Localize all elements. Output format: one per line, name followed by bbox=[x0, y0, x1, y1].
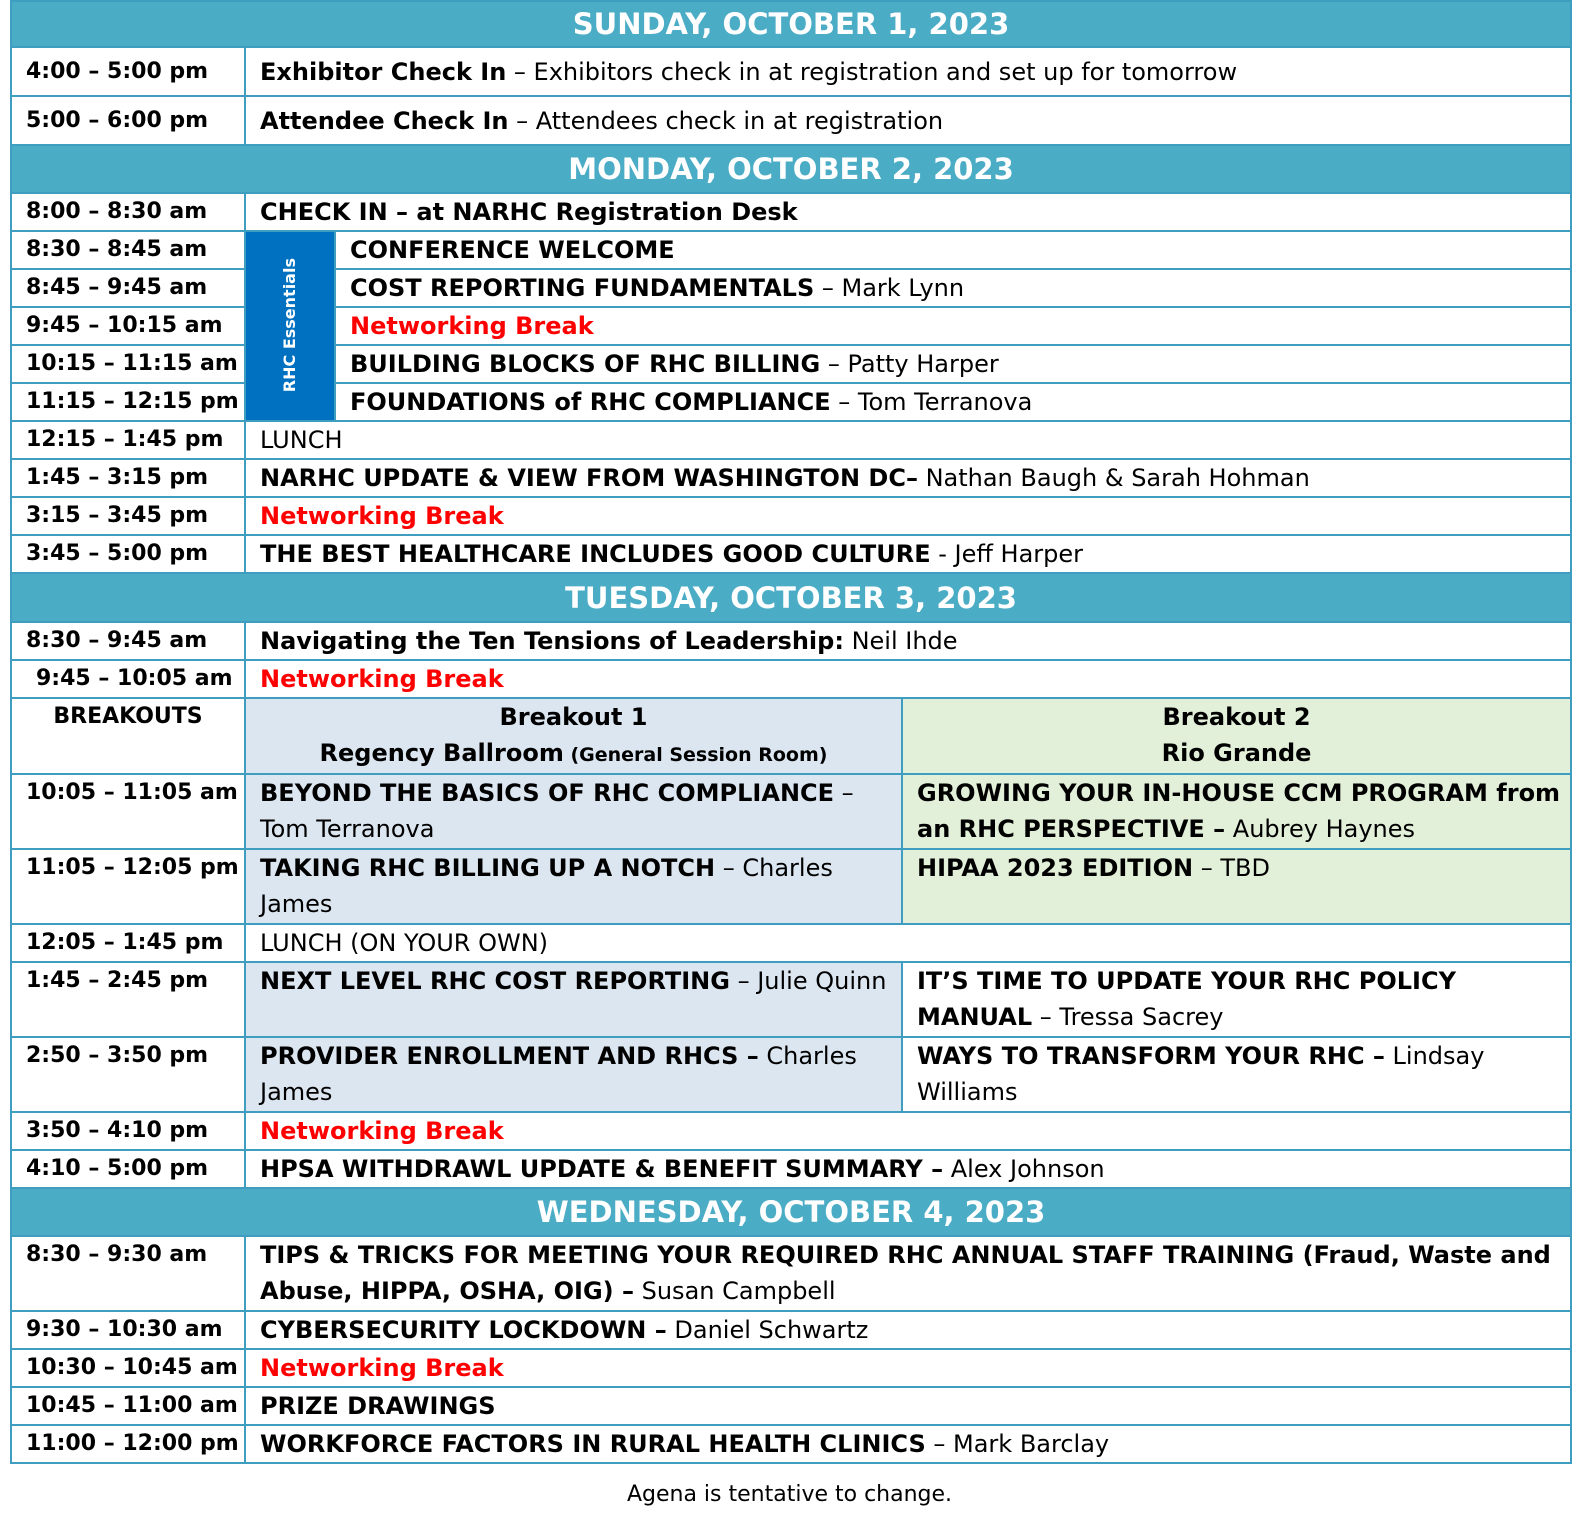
session-cell bbox=[245, 924, 1571, 962]
session-detail: Charles James bbox=[260, 1042, 857, 1106]
track-label: RHC Essentials bbox=[280, 258, 299, 393]
session-title: NARHC UPDATE & VIEW FROM WASHINGTON DC– bbox=[260, 464, 918, 492]
session-time: 10:30 – 10:45 am bbox=[11, 1349, 245, 1387]
session-cell bbox=[245, 1311, 1571, 1349]
session-detail: – Mark Lynn bbox=[814, 274, 965, 302]
breakout-1-session bbox=[245, 962, 902, 1037]
session-detail: - Jeff Harper bbox=[930, 540, 1084, 568]
session-time: 1:45 – 3:15 pm bbox=[11, 459, 245, 497]
breakout-2-room: Rio Grande bbox=[1161, 739, 1312, 767]
session-cell bbox=[245, 1425, 1571, 1463]
networking-break: Networking Break bbox=[260, 665, 504, 693]
session-title: PRIZE DRAWINGS bbox=[260, 1392, 496, 1420]
session-time: 11:15 – 12:15 pm bbox=[11, 383, 245, 421]
session-time: 3:45 – 5:00 pm bbox=[11, 535, 245, 573]
session-title: Exhibitor Check In bbox=[260, 57, 507, 86]
session-title: PROVIDER ENROLLMENT AND RHCS – bbox=[260, 1042, 759, 1070]
session-cell bbox=[335, 383, 1571, 421]
session-time: 2:50 – 3:50 pm bbox=[11, 1037, 245, 1112]
session-detail: – Julie Quinn bbox=[729, 967, 887, 995]
session-title: TAKING RHC BILLING UP A NOTCH bbox=[260, 854, 716, 882]
session-detail: LUNCH bbox=[260, 426, 343, 454]
session-cell bbox=[245, 660, 1571, 698]
session-cell bbox=[335, 307, 1571, 345]
session-row bbox=[11, 660, 1571, 698]
breakout-1-session bbox=[245, 1037, 902, 1112]
session-title: Navigating the Ten Tensions of Leadership: bbox=[260, 627, 844, 655]
breakout-2-session bbox=[902, 962, 1571, 1037]
session-cell bbox=[335, 269, 1571, 307]
session-detail: – Tom Terranova bbox=[260, 779, 854, 843]
session-cell bbox=[245, 47, 1571, 96]
session-row bbox=[11, 924, 1571, 962]
session-title: TIPS & TRICKS FOR MEETING YOUR REQUIRED RHC ANNUAL STAFF TRAINING (Fraud, Waste and Abuse, HIPPA, OSHA, OIG) – bbox=[260, 1241, 1551, 1305]
session-time: 12:15 – 1:45 pm bbox=[11, 421, 245, 459]
session-detail: – Tom Terranova bbox=[830, 388, 1033, 416]
breakout-row bbox=[11, 962, 1571, 1037]
session-detail: – Patty Harper bbox=[820, 350, 999, 378]
session-title: CYBERSECURITY LOCKDOWN – bbox=[260, 1316, 667, 1344]
session-row bbox=[11, 459, 1571, 497]
day-header-sunday: SUNDAY, OCTOBER 1, 2023 bbox=[11, 1, 1571, 47]
breakout-row bbox=[11, 849, 1571, 924]
session-detail: Susan Campbell bbox=[633, 1277, 836, 1305]
session-time: 12:05 – 1:45 pm bbox=[11, 924, 245, 962]
session-cell bbox=[245, 1112, 1571, 1150]
session-row bbox=[11, 1150, 1571, 1188]
session-row bbox=[11, 1387, 1571, 1425]
breakout-1-session bbox=[245, 774, 902, 849]
day-header-tuesday: TUESDAY, OCTOBER 3, 2023 bbox=[11, 573, 1571, 622]
breakout-row bbox=[11, 1037, 1571, 1112]
session-row bbox=[11, 96, 1571, 145]
session-cell bbox=[245, 1349, 1571, 1387]
session-detail: Aubrey Haynes bbox=[1225, 815, 1416, 843]
breakout-2-header bbox=[902, 698, 1571, 774]
session-cell bbox=[245, 96, 1571, 145]
session-time: 9:45 – 10:15 am bbox=[11, 307, 245, 345]
session-time: 4:00 – 5:00 pm bbox=[11, 47, 245, 96]
session-time: 10:05 – 11:05 am bbox=[11, 774, 245, 849]
session-detail: – Exhibitors check in at registration and set up for tomorrow bbox=[506, 57, 1238, 86]
session-detail: – Mark Barclay bbox=[925, 1430, 1110, 1458]
session-cell bbox=[245, 421, 1571, 459]
breakout-1-name: Breakout 1 bbox=[499, 703, 648, 731]
session-time: 8:00 – 8:30 am bbox=[11, 193, 245, 231]
session-time: 11:05 – 12:05 pm bbox=[11, 849, 245, 924]
session-title: BUILDING BLOCKS OF RHC BILLING bbox=[350, 350, 821, 378]
session-row bbox=[11, 193, 1571, 231]
session-title: NEXT LEVEL RHC COST REPORTING bbox=[260, 967, 730, 995]
session-row bbox=[11, 1349, 1571, 1387]
session-cell bbox=[245, 622, 1571, 660]
session-cell bbox=[245, 535, 1571, 573]
session-detail: Nathan Baugh & Sarah Hohman bbox=[917, 464, 1310, 492]
session-title: Attendee Check In bbox=[260, 106, 509, 135]
session-row bbox=[11, 497, 1571, 535]
networking-break: Networking Break bbox=[260, 1117, 504, 1145]
day-header-monday: MONDAY, OCTOBER 2, 2023 bbox=[11, 145, 1571, 193]
breakout-1-session bbox=[245, 849, 902, 924]
session-title: WAYS TO TRANSFORM YOUR RHC – bbox=[917, 1042, 1385, 1070]
session-title: IT’S TIME TO UPDATE YOUR RHC POLICY MANUAL bbox=[917, 967, 1456, 1031]
session-row bbox=[11, 1112, 1571, 1150]
session-time: 10:15 – 11:15 am bbox=[11, 345, 245, 383]
session-row bbox=[11, 1236, 1571, 1311]
session-time: 9:30 – 10:30 am bbox=[11, 1311, 245, 1349]
session-time: 8:30 – 9:30 am bbox=[11, 1236, 245, 1311]
breakouts-header-row bbox=[11, 698, 1571, 774]
session-time: 5:00 – 6:00 pm bbox=[11, 96, 245, 145]
session-time: 8:45 – 9:45 am bbox=[11, 269, 245, 307]
session-row bbox=[11, 1311, 1571, 1349]
breakout-2-name: Breakout 2 bbox=[1162, 703, 1311, 731]
session-title: HPSA WITHDRAWL UPDATE & BENEFIT SUMMARY – bbox=[260, 1155, 944, 1183]
session-time: 4:10 – 5:00 pm bbox=[11, 1150, 245, 1188]
footer-note: Agena is tentative to change. bbox=[626, 1482, 953, 1507]
agenda-table bbox=[10, 0, 1572, 1464]
session-time: 8:30 – 9:45 am bbox=[11, 622, 245, 660]
session-row bbox=[11, 421, 1571, 459]
session-cell bbox=[245, 1387, 1571, 1425]
session-row bbox=[11, 535, 1571, 573]
session-cell bbox=[335, 345, 1571, 383]
session-title: THE BEST HEALTHCARE INCLUDES GOOD CULTURE bbox=[260, 540, 931, 568]
session-detail: – Tressa Sacrey bbox=[1032, 1003, 1224, 1031]
session-title: GROWING YOUR IN-HOUSE CCM PROGRAM from an RHC PERSPECTIVE – bbox=[917, 779, 1561, 843]
session-detail: Daniel Schwartz bbox=[666, 1316, 869, 1344]
session-cell bbox=[245, 1150, 1571, 1188]
session-detail: Alex Johnson bbox=[943, 1155, 1105, 1183]
session-title: HIPAA 2023 EDITION bbox=[917, 854, 1194, 882]
breakout-1-header bbox=[245, 698, 902, 774]
session-time: 1:45 – 2:45 pm bbox=[11, 962, 245, 1037]
session-title: COST REPORTING FUNDAMENTALS bbox=[350, 274, 815, 302]
rhc-essentials-track bbox=[245, 231, 335, 421]
breakouts-label: BREAKOUTS bbox=[11, 698, 245, 774]
session-time: 3:15 – 3:45 pm bbox=[11, 497, 245, 535]
networking-break: Networking Break bbox=[260, 502, 504, 530]
networking-break: Networking Break bbox=[260, 1354, 504, 1382]
session-cell bbox=[245, 459, 1571, 497]
session-time: 8:30 – 8:45 am bbox=[11, 231, 245, 269]
session-time: 11:00 – 12:00 pm bbox=[11, 1425, 245, 1463]
session-detail: LUNCH (ON YOUR OWN) bbox=[260, 929, 549, 957]
session-cell bbox=[245, 1236, 1571, 1311]
session-title: FOUNDATIONS of RHC COMPLIANCE bbox=[350, 388, 831, 416]
session-time: 10:45 – 11:00 am bbox=[11, 1387, 245, 1425]
session-row bbox=[11, 1425, 1571, 1463]
breakout-2-session bbox=[902, 849, 1571, 924]
session-title: CHECK IN – at NARHC Registration Desk bbox=[260, 198, 798, 226]
breakout-1-room-note: (General Session Room) bbox=[563, 744, 828, 766]
day-header-wednesday: WEDNESDAY, OCTOBER 4, 2023 bbox=[11, 1188, 1571, 1236]
session-row bbox=[11, 47, 1571, 96]
session-detail: Neil Ihde bbox=[843, 627, 958, 655]
breakout-row bbox=[11, 774, 1571, 849]
session-row bbox=[11, 231, 1571, 269]
session-row bbox=[11, 622, 1571, 660]
session-detail: – Attendees check in at registration bbox=[508, 106, 944, 135]
breakout-2-session bbox=[902, 1037, 1571, 1112]
session-time: 9:45 – 10:05 am bbox=[11, 660, 245, 698]
session-detail: – TBD bbox=[1193, 854, 1270, 882]
session-cell bbox=[335, 231, 1571, 269]
session-time: 3:50 – 4:10 pm bbox=[11, 1112, 245, 1150]
session-detail: – Charles James bbox=[260, 854, 833, 918]
breakout-1-room: Regency Ballroom bbox=[319, 739, 564, 767]
session-detail: Lindsay Williams bbox=[917, 1042, 1485, 1106]
breakout-2-session bbox=[902, 774, 1571, 849]
session-title: WORKFORCE FACTORS IN RURAL HEALTH CLINICS bbox=[260, 1430, 926, 1458]
session-cell bbox=[245, 193, 1571, 231]
session-title: BEYOND THE BASICS OF RHC COMPLIANCE bbox=[260, 779, 835, 807]
networking-break: Networking Break bbox=[350, 312, 594, 340]
session-title: CONFERENCE WELCOME bbox=[350, 236, 675, 264]
session-cell bbox=[245, 497, 1571, 535]
